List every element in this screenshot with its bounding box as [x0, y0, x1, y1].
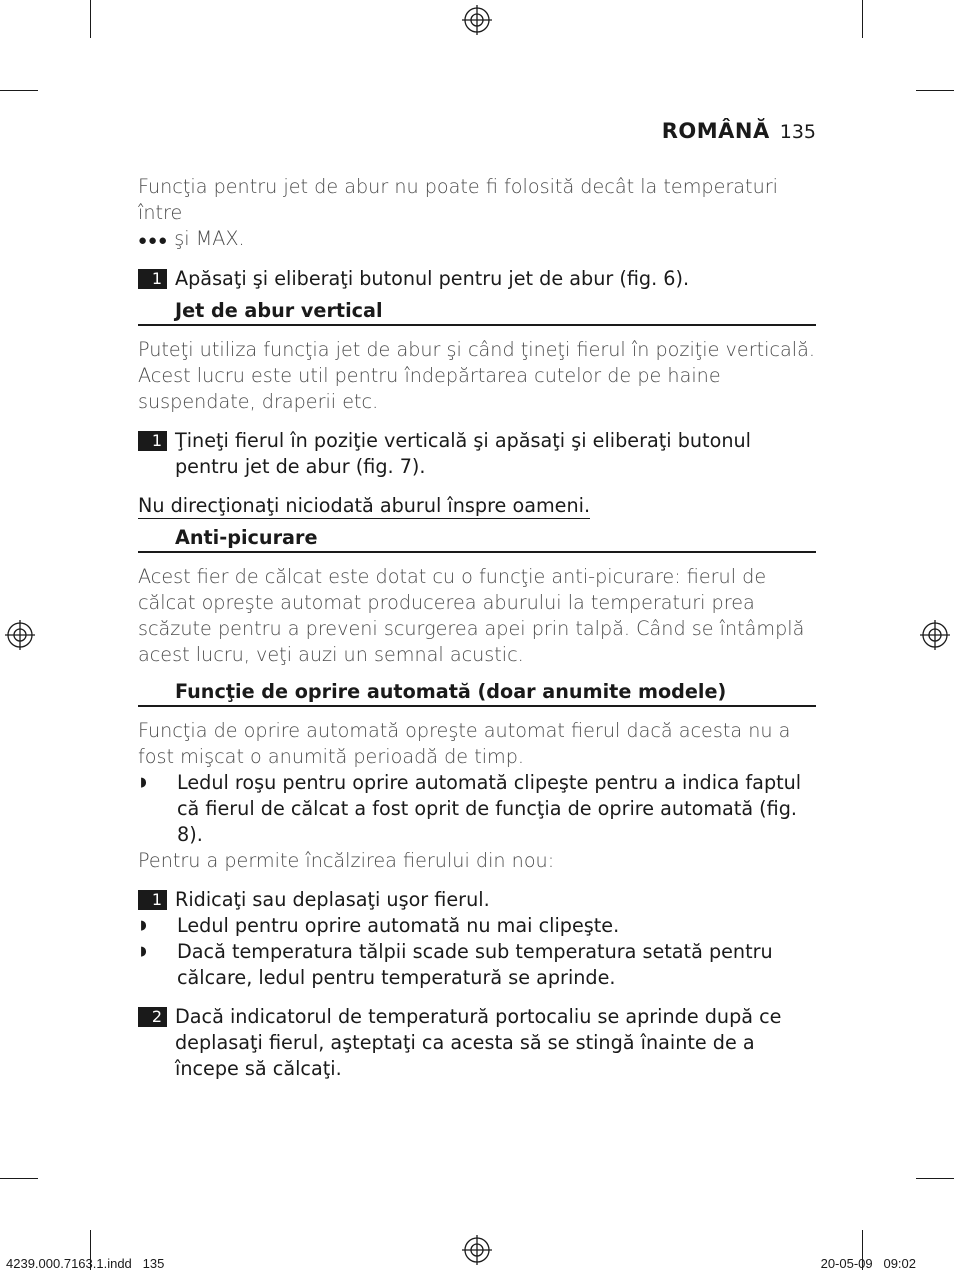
crop-mark-bottom-right-h — [916, 1178, 954, 1179]
crop-mark-bottom-left-h — [0, 1178, 38, 1179]
reheat-paragraph: Pentru a permite încălzirea fierului din nou: — [138, 849, 555, 872]
step-text: Apăsaţi şi eliberaţi butonul pentru jet de abur (fig. 6). — [175, 267, 690, 290]
bullet-item — [138, 939, 816, 991]
step-number: 1 — [138, 269, 167, 289]
bullet-icon: ◗ — [140, 775, 147, 790]
warning-text: Nu direcţionaţi niciodată aburul înspre oameni. — [138, 494, 591, 517]
intro-text-line1: Funcţia pentru jet de abur nu poate fi folosită decât la temperaturi între — [138, 175, 778, 224]
registration-mark-right-icon — [920, 620, 950, 650]
anti-drip-paragraph: Acest fier de călcat este dotat cu o funcţie anti-picurare: fierul de călcat opreşte automat producerea aburului la temperaturi prea scăzute pentru a preveni scurgerea apei prin talpă. Când se întâmplă acest lucru, veţi auzi un semnal acustic. — [138, 565, 805, 666]
vertical-steam-paragraph: Puteţi utiliza funcţia jet de abur şi când ţineţi fierul în poziţie verticală. Acest lucru este util pentru îndepărtarea cutelor de pe haine suspendate, draperii etc. — [138, 338, 815, 413]
bullet-text: Ledul roşu pentru oprire automată clipeşte pentru a indica faptul că fierul de călcat a fost oprit de funcţia de oprire automată (fig. 8). — [177, 771, 802, 846]
step-lift-iron — [138, 887, 816, 913]
page-number: 135 — [779, 121, 816, 143]
bullet-item — [138, 913, 816, 939]
heading-anti-drip: Anti-picurare — [138, 525, 816, 553]
page-content — [138, 174, 816, 1082]
temperature-dots: ●●● — [138, 231, 169, 249]
step-press-steam — [138, 266, 816, 292]
crop-mark-top-right-h — [916, 90, 954, 91]
step-vertical-steam — [138, 428, 816, 480]
page-header — [662, 119, 816, 143]
language-label: ROMÂNĂ — [661, 119, 770, 143]
step-number: 2 — [138, 1007, 167, 1027]
heading-vertical-steam: Jet de abur vertical — [138, 298, 816, 326]
intro-paragraph — [138, 174, 816, 253]
bullet-text: Ledul pentru oprire automată nu mai clipeşte. — [177, 914, 620, 937]
crop-mark-top-right-v — [862, 0, 863, 38]
heading-auto-off: Funcţie de oprire automată (doar anumite modele) — [138, 679, 816, 707]
crop-mark-top-left-v — [90, 0, 91, 38]
step-wait-indicator — [138, 1004, 816, 1082]
step-text: Ţineţi fierul în poziţie verticală şi apăsaţi şi eliberaţi butonul pentru jet de abur (fig. 7). — [175, 429, 751, 478]
bullet-text: Dacă temperatura tălpii scade sub temperatura setată pentru călcare, ledul pentru temperatură se aprinde. — [177, 940, 773, 989]
bullet-icon: ◗ — [140, 944, 147, 959]
bullet-item — [138, 770, 816, 848]
registration-mark-top-icon — [462, 5, 492, 35]
step-text: Dacă indicatorul de temperatură portocaliu se aprinde după ce deplasaţi fierul, aşteptaţi ca acesta să se stingă înainte de a începe să călcaţi. — [175, 1005, 782, 1080]
footer-file-info: 4239.000.7163.1.indd 135 — [6, 1256, 165, 1271]
registration-mark-bottom-icon — [462, 1235, 492, 1265]
footer-date-info: 20-05-09 09:02 — [820, 1256, 916, 1271]
auto-off-paragraph: Funcţia de oprire automată opreşte automat fierul dacă acesta nu a fost mişcat o anumită perioadă de timp. — [138, 719, 791, 768]
step-text: Ridicaţi sau deplasaţi uşor fierul. — [175, 888, 490, 911]
bullet-icon: ◗ — [140, 918, 147, 933]
step-number: 1 — [138, 431, 167, 451]
step-number: 1 — [138, 890, 167, 910]
intro-text-line2: şi MAX. — [168, 227, 245, 250]
registration-mark-left-icon — [5, 620, 35, 650]
crop-mark-top-left-h — [0, 90, 38, 91]
